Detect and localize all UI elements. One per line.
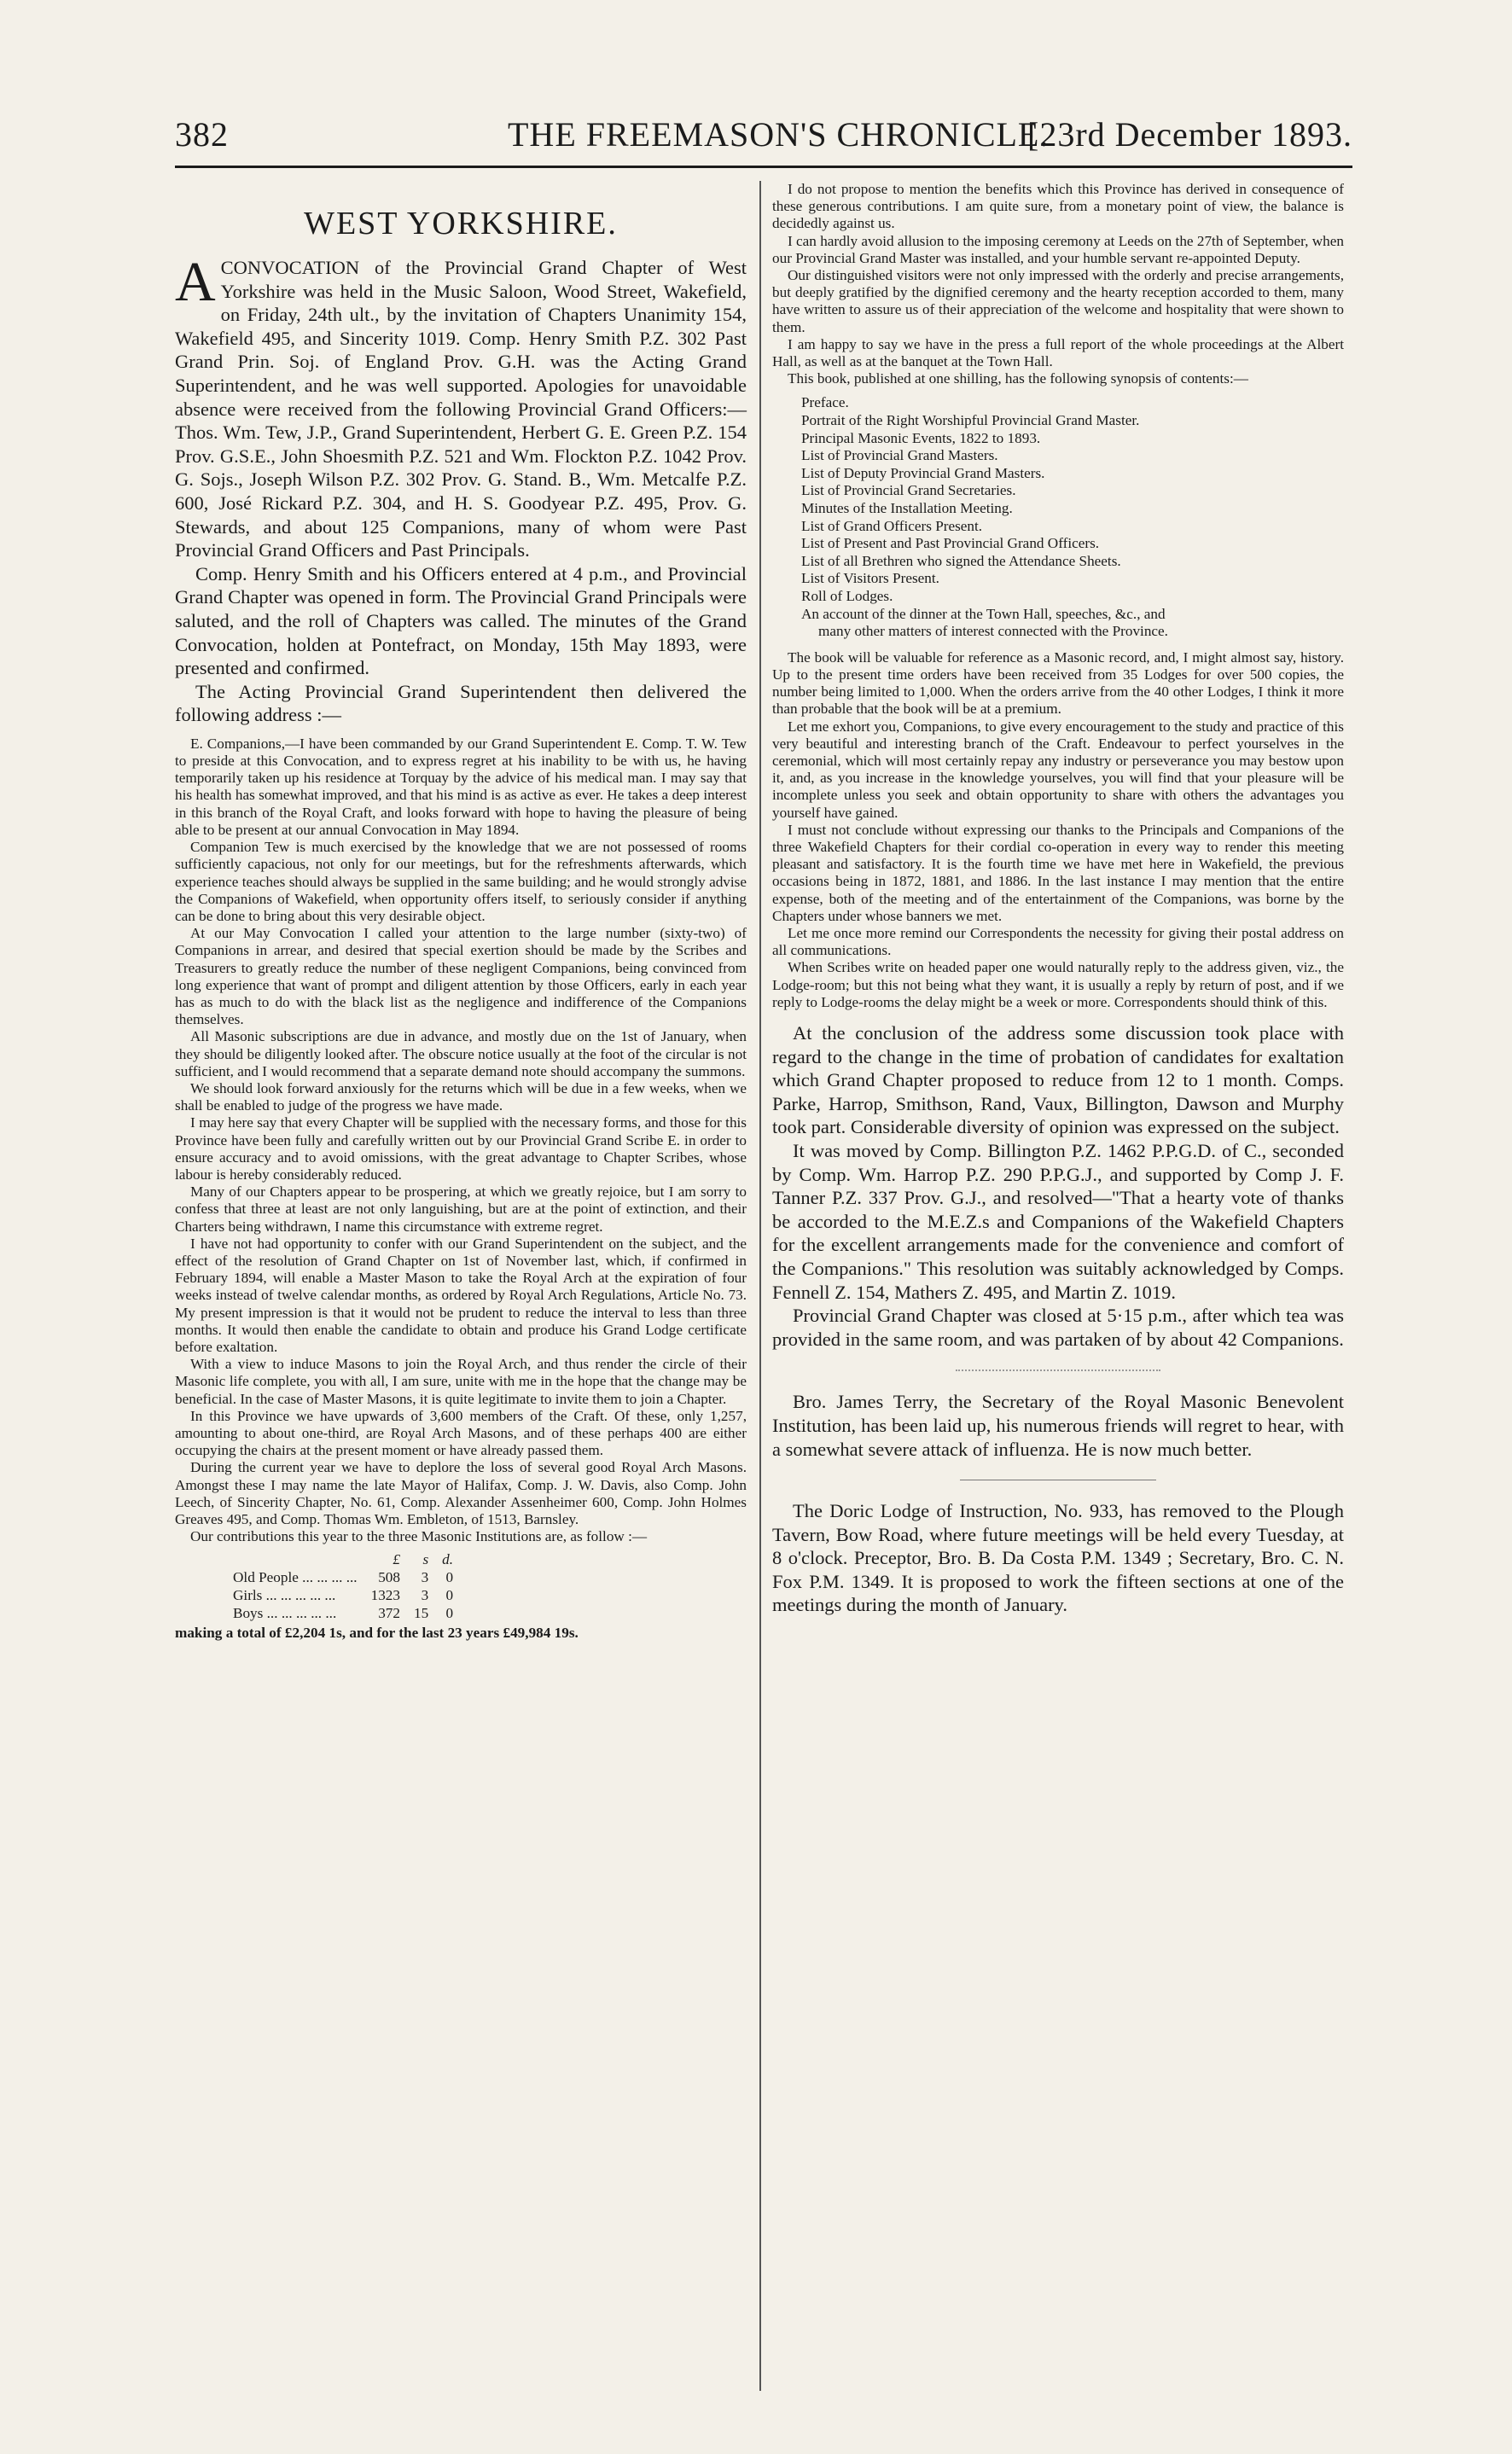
right-column: [772, 181, 1344, 1617]
table-row: [226, 1604, 460, 1622]
paragraph-text: CONVOCATION of the Provincial Grand Chapter of West Yorkshire was held in the Music Saloon, Wood Street, Wakefield, on Friday, 24th ult., by the invitation of Chapters Unanimity 154, Wakefield 495, and Sincerity 1019. Comp. Henry Smith P.Z. 302 Past Grand Prin. Soj. of England Prov. G.H. was the Acting Grand Superintendent, and he was well supported. Apologies for unavoidable absence were received from the following Provincial Grand Officers:—Thos. Wm. Tew, J.P., Grand Superintendent, Herbert G. E. Green P.Z. 154 Prov. G.S.E., John Shoesmith P.Z. 521 and Wm. Flockton P.Z. 1042 Prov. G. Sojs., Joseph Wilson P.Z. 302 Prov. G. Stand. B., Wm. Metcalfe P.Z. 600, José Rickard P.Z. 304, and H. S. Goodyear P.Z. 495, Prov. G. Stewards, and about 125 Companions, many of whom were Past Provincial Grand Officers and Past Principals.: [175, 257, 747, 561]
paragraph: The book will be valuable for reference as a Masonic record, and, I might almost say, history. Up to the present time orders have been received from 35 Lodges for over 500 copies, the number being limited to 1,000. When the orders arrive from the 40 other Lodges, I think it more than probable that the book will be at a premium.: [772, 648, 1344, 718]
paragraph: Provincial Grand Chapter was closed at 5·15 p.m., after which tea was provided in the same room, and was partaken of by about 42 Companions.: [772, 1305, 1344, 1350]
news-item-doric-lodge: [772, 1499, 1344, 1617]
paragraph: [175, 251, 747, 562]
paragraph: When Scribes write on headed paper one would naturally reply to the address given, viz., the Lodge-room; but this not being what they want, it is usually a reply by return of post, and if we reply to Lodge-rooms the delay might be a week or more. Correspondents should think of this.: [772, 959, 1344, 1010]
list-item: Preface.: [801, 394, 849, 411]
amount-shillings: 3: [421, 1569, 429, 1586]
section-divider: [956, 1369, 1160, 1371]
issue-date: [23rd December 1893.: [1027, 115, 1352, 154]
list-item: List of all Brethren who signed the Attendance Sheets.: [801, 552, 1121, 569]
article-heading: WEST YORKSHIRE.: [304, 206, 618, 241]
paragraph: Let me exhort you, Companions, to give every encouragement to the study and practice of this very beautiful and interesting branch of the Craft. Endeavour to perfect yourselves in the ceremonial, which will most certainly repay any industry or perseverance you may bestow upon it, and, as you increase in the knowledge yourselves, you will find that your pleasure will be incomplete unless you seek and obtain opportunity to share with others the advantages you yourself have gained.: [772, 718, 1344, 821]
address-continued: [772, 181, 1344, 1011]
paragraph: In this Province we have upwards of 3,600 members of the Craft. Of these, only 1,257, amounting to about one-third, are Royal Arch Masons, and of these perhaps 400 are either occupying the chairs at the present moment or have already passed them.: [175, 1407, 747, 1459]
paragraph: We should look forward anxiously for the returns which will be due in a few weeks, when we shall be enabled to judge of the progress we have made.: [175, 1079, 747, 1114]
paragraph: This book, published at one shilling, has the following synopsis of contents:—: [788, 370, 1248, 387]
publication-title: THE FREEMASON'S CHRONICLE.: [508, 115, 1050, 154]
paragraph: I am happy to say we have in the press a full report of the whole proceedings at the Albert Hall, as well as at the banquet at the Town Hall.: [772, 335, 1344, 370]
paragraph: Companion Tew is much exercised by the knowledge that we are not possessed of rooms sufficiently capacious, not only for our meetings, but for the refreshments afterwards, which experience teaches should always be supplied in the same building; and he would strongly advise the Companions of Wakefield, when opportunity offers itself, to seriously consider if anything can be done to bring about this very desirable object.: [175, 839, 747, 924]
institution-name: Boys ... ... ... ... ...: [233, 1605, 337, 1622]
paragraph: I must not conclude without expressing our thanks to the Principals and Companions of the three Wakefield Chapters for their cordial co-operation in every way to render this meeting pleasant and satisfactory. It is the fourth time we have met here in Wakefield, the previous occasions being in 1872, 1881, and 1886. In the last instance I may mention that the entire expense, both of the meeting and of the entertainment of the Companions, was borne by the Chapters under whose banners we met.: [772, 821, 1344, 924]
paragraph: With a view to induce Masons to join the Royal Arch, and thus render the circle of their Masonic life complete, you with all, I am sure, unite with me in the hope that the change may be beneficial. In the case of Master Masons, it is quite legitimate to invite them to join a Chapter.: [175, 1356, 747, 1407]
paragraph: Our contributions this year to the three Masonic Institutions are, as follow :—: [190, 1528, 648, 1545]
paragraph: I do not propose to mention the benefits which this Province has derived in consequence of these generous contributions. I am quite sure, from a monetary point of view, the balance is decidedly against us.: [772, 181, 1344, 232]
address-text: [175, 736, 747, 1643]
paragraph: I can hardly avoid allusion to the imposing ceremony at Leeds on the 27th of September, when our Provincial Grand Master was installed, and your humble servant re-appointed Deputy.: [772, 232, 1344, 266]
amount-pounds: 508: [378, 1569, 400, 1586]
institution-name: Girls ... ... ... ... ...: [233, 1587, 336, 1604]
list-item: Principal Masonic Events, 1822 to 1893.: [801, 429, 1041, 446]
table-row: [226, 1568, 460, 1586]
table-row: [226, 1586, 460, 1604]
paragraph: The Doric Lodge of Instruction, No. 933, has removed to the Plough Tavern, Bow Road, where future meetings will be held every Tuesday, at 8 o'clock. Preceptor, Bro. B. Da Costa P.M. 1349 ; Secretary, Bro. C. N. Fox P.M. 1349. It is proposed to work the fifteen sections at one of the meetings during the month of January.: [772, 1500, 1344, 1616]
header-rule: [175, 166, 1352, 168]
amount-shillings: 3: [421, 1587, 429, 1604]
list-item: List of Provincial Grand Secretaries.: [801, 482, 1016, 499]
contributions-total: making a total of £2,204 1s, and for the last 23 years £49,984 19s.: [175, 1625, 579, 1642]
paragraph: At the conclusion of the address some discussion took place with regard to the change in the time of probation of candidates for exaltation which Grand Chapter proposed to reduce from 12 to 1 month. Comps. Parke, Harrop, Smithson, Rand, Vaux, Billington, Dawson and Murphy took part. Considerable diversity of opinion was expressed on the subject.: [772, 1022, 1344, 1138]
paragraph: At our May Convocation I called your attention to the large number (sixty-two) of Companions in arrear, and desired that special exertion should be made by the Scribes and Treasurers to greatly reduce the number of these negligent Companions, being convinced from long experience that want of prompt and diligent attention by those Officers, early in each year has as much to do with the black list as the negligence and indifference of the Companions themselves.: [175, 925, 747, 1028]
paragraph: E. Companions,—I have been commanded by our Grand Superintendent E. Comp. T. W. Tew to preside at this Convocation, and to express regret at his inability to be with us, he having temporarily taken up his residence at Torquay by the advice of his medical man. I may say that his health has somewhat improved, and that his mind is as active as ever. He takes a deep interest in this branch of the Royal Craft, and looks forward with hope to having the pleasure of being able to be present at our annual Convocation in May 1894.: [175, 735, 747, 838]
list-item: An account of the dinner at the Town Hall, speeches, &c., and: [801, 605, 1166, 622]
paragraph: All Masonic subscriptions are due in advance, and mostly due on the 1st of January, when they should be diligently looked after. The obscure notice usually at the foot of the circular is not sufficient, and I would recommend that a separate demand note should accompany the summons.: [175, 1028, 747, 1079]
column-header: £: [393, 1551, 400, 1568]
column-header: d.: [442, 1551, 454, 1568]
drop-cap: A: [175, 251, 216, 313]
paragraph: Let me once more remind our Correspondents the necessity for giving their postal address on all communications.: [772, 925, 1344, 959]
contributions-table: [226, 1550, 460, 1622]
list-item: List of Visitors Present.: [801, 570, 939, 587]
amount-pounds: 372: [378, 1605, 400, 1622]
paragraph: I may here say that every Chapter will be supplied with the necessary forms, and those for this Province have been fully and carefully written out by our Provincial Grand Scribe E. in order to ensure accuracy and to avoid omissions, with the great advantage to Chapter Scribes, whose labour is hereby considerably reduced.: [175, 1114, 747, 1183]
page-header: [175, 113, 1352, 157]
article-intro: [175, 251, 747, 727]
paragraph: The Acting Provincial Grand Superintendent then delivered the following address :—: [175, 680, 747, 726]
page-number: 382: [175, 115, 229, 154]
article-conclusion: [772, 1021, 1344, 1351]
list-item: Portrait of the Right Worshipful Provincial Grand Master.: [801, 412, 1140, 429]
column-divider: [759, 181, 761, 2391]
paragraph: Many of our Chapters appear to be prospering, at which we greatly rejoice, but I am sorry to confess that three at least are not only languishing, but are at the point of extinction, and their Charters being withdrawn, I name this circumstance with extreme regret.: [175, 1183, 747, 1235]
paragraph: Comp. Henry Smith and his Officers entered at 4 p.m., and Provincial Grand Chapter was opened in form. The Provincial Grand Principals were saluted, and the roll of Chapters was called. The minutes of the Grand Convocation, holden at Pontefract, on Monday, 15th May 1893, were presented and confirmed.: [175, 562, 747, 679]
amount-pence: 0: [445, 1605, 454, 1622]
list-item: Minutes of the Installation Meeting.: [801, 500, 1013, 516]
news-item-terry: [772, 1390, 1344, 1461]
list-item: Roll of Lodges.: [801, 587, 893, 604]
list-item: List of Deputy Provincial Grand Masters.: [801, 464, 1045, 481]
paragraph: Bro. James Terry, the Secretary of the Royal Masonic Benevolent Institution, has been laid up, his numerous friends will regret to hear, with a somewhat severe attack of influenza. He is now much better.: [772, 1391, 1344, 1460]
list-item: List of Grand Officers Present.: [801, 517, 983, 534]
amount-shillings: 15: [413, 1605, 429, 1622]
left-column: [175, 181, 747, 1642]
list-item: many other matters of interest connected with the Province.: [818, 623, 1168, 640]
paragraph: I have not had opportunity to confer with our Grand Superintendent on the subject, and the effect of the resolution of Grand Chapter on 1st of November last, which, if confirmed in February 1894, will enable a Master Mason to take the Royal Arch at the expiration of four weeks instead of twelve calendar months, as ordered by Royal Arch Regulations, Article No. 73. My present impression is that it would not be prudent to reduce the interval to less than three months. It would then enable the candidate to obtain and produce his Grand Lodge certificate before exaltation.: [175, 1235, 747, 1355]
amount-pence: 0: [445, 1569, 454, 1586]
paragraph: It was moved by Comp. Billington P.Z. 1462 P.P.G.D. of C., seconded by Comp. Wm. Harrop P.Z. 290 P.P.G.J., and supported by Comp J. F. Tanner P.Z. 337 Prov. G.J., and resolved—"That a hearty vote of thanks be accorded to the M.E.Z.s and Companions of the Wakefield Chapters for the excellent arrangements made for the convenience and comfort of the Companions." This resolution was suitably acknowledged by Comps. Fennell Z. 154, Mathers Z. 495, and Martin Z. 1019.: [772, 1139, 1344, 1303]
amount-pence: 0: [445, 1587, 454, 1604]
synopsis-list: [801, 394, 1344, 640]
paragraph: During the current year we have to deplore the loss of several good Royal Arch Masons. Amongst these I may name the late Mayor of Halifax, Comp. J. W. Davis, also Comp. John Leech, of Sincerity Chapter, No. 61, Comp. Alexander Assenheimer 600, Comp. John Holmes Greaves 495, and Comp. Thomas Wm. Embleton, of 1513, Barnsley.: [175, 1459, 747, 1528]
amount-pounds: 1323: [370, 1587, 400, 1604]
column-header: s: [422, 1551, 429, 1568]
list-item: List of Provincial Grand Masters.: [801, 447, 998, 464]
institution-name: Old People ... ... ... ...: [233, 1569, 358, 1586]
list-item: List of Present and Past Provincial Grand Officers.: [801, 535, 1100, 552]
paragraph: Our distinguished visitors were not only impressed with the orderly and precise arrangements, but deeply gratified by the dignified ceremony and the hearty reception accorded to them, many have written to assure us of their appreciation of the welcome and hospitality that were shown to them.: [772, 267, 1344, 335]
table-header-row: [226, 1550, 460, 1568]
